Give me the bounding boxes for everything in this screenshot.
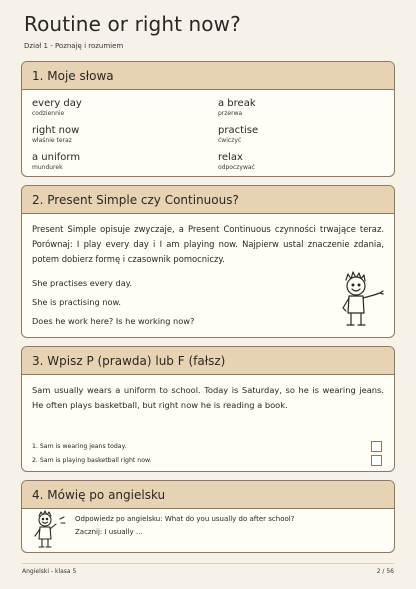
example-sentence: She is practising now. [32, 297, 122, 307]
vocab-translation: właśnie teraz [32, 137, 72, 144]
section-header: 1. Moje słowa [22, 62, 394, 90]
vocab-translation: ćwiczyć [218, 137, 242, 144]
vocab-translation: odpoczywać [218, 164, 255, 171]
section-grammar [21, 185, 395, 338]
speaking-prompt: Odpowiedz po angielsku: What do you usually do after school? [75, 515, 295, 523]
vocab-word: every day [32, 98, 82, 109]
vocab-item [32, 125, 79, 144]
vocab-item [218, 152, 255, 171]
vocab-translation: przerwa [218, 110, 243, 117]
section-header: 4. Mówię po angielsku [22, 481, 394, 509]
vocab-translation: codziennie [32, 110, 65, 117]
page-subtitle: Dział 1 - Poznaję i rozumiem [24, 42, 124, 50]
page-title: Routine or right now? [24, 12, 241, 36]
vocab-word: relax [218, 152, 243, 163]
vocab-translation: mundurek [32, 164, 63, 171]
vocab-item [32, 98, 82, 117]
section-header: 3. Wpisz P (prawda) lub F (fałsz) [22, 347, 394, 375]
example-sentence: Does he work here? Is he working now? [32, 316, 195, 326]
pointing-boy-illustration [330, 270, 388, 330]
statement: 1. Sam is wearing jeans today. [32, 443, 127, 450]
section-vocabulary [21, 61, 395, 177]
waving-child-illustration [30, 510, 72, 550]
grammar-explanation: Present Simple opisuje zwyczaje, a Present Continuous czynności trwające teraz. Porównaj: I play every day i I am playing now. Najpierw ustal znaczenie zdania, potem dobierz formę i czasownik pomocniczy. [32, 224, 384, 264]
vocab-word: practise [218, 125, 259, 136]
vocab-word: a uniform [32, 152, 81, 163]
statement: 2. Sam is playing basketball right now. [32, 457, 152, 464]
reading-text: Sam usually wears a uniform to school. Today is Saturday, so he is wearing jeans. He often plays basketball, but right now he is reading a book. [32, 385, 384, 410]
example-sentence: She practises every day. [32, 278, 132, 288]
vocab-item [218, 125, 258, 144]
section-true-false [21, 346, 395, 472]
vocab-word: a break [218, 98, 256, 109]
vocab-item [32, 152, 80, 171]
section-speaking [21, 480, 395, 553]
footer-page-number: 2 / 56 [376, 568, 394, 575]
answer-box[interactable] [371, 441, 382, 452]
vocab-word: right now [32, 125, 80, 136]
section-header: 2. Present Simple czy Continuous? [22, 186, 394, 214]
footer-divider [22, 563, 394, 564]
speaking-starter: Zacznij: I usually ... [75, 528, 143, 536]
footer-course: Angielski - klasa 5 [22, 568, 77, 575]
vocab-item [218, 98, 256, 117]
answer-box[interactable] [371, 455, 382, 466]
